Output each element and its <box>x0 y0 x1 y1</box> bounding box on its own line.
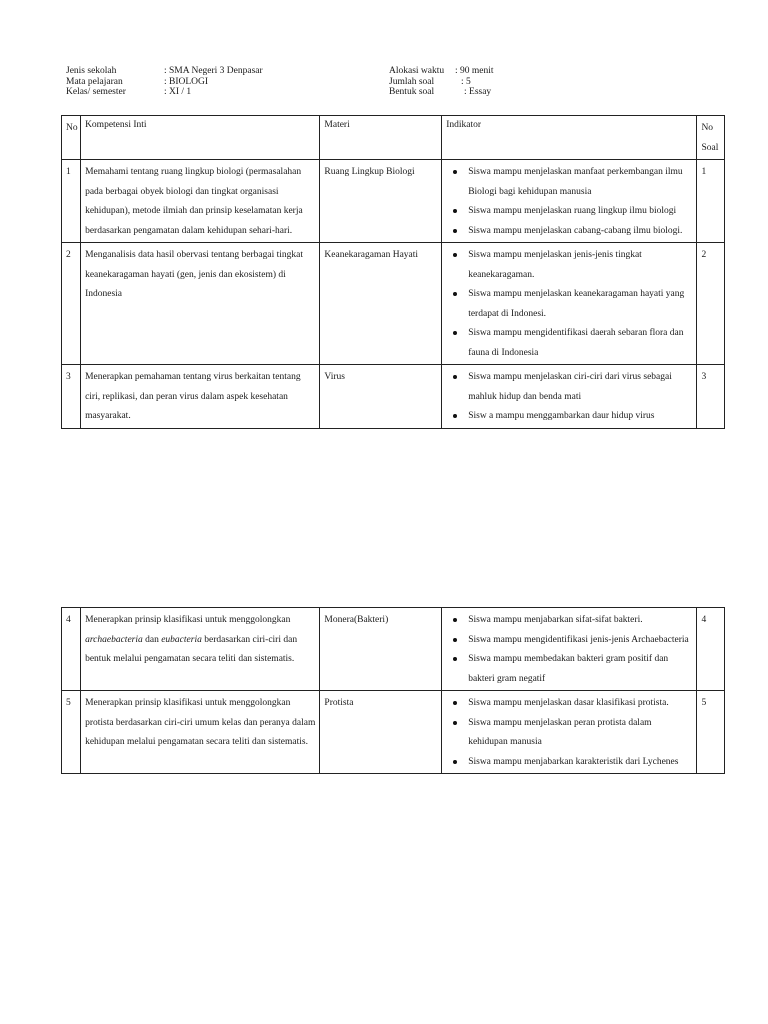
header-no-soal-line2: Soal <box>701 142 719 153</box>
cell-no-soal: 2 <box>697 243 725 365</box>
table-row <box>62 608 725 691</box>
meta-value: : 5 <box>461 76 471 87</box>
indikator-item: Siswa mampu menjelaskan cabang-cabang ilmu biologi. <box>446 222 692 242</box>
cell-no: 4 <box>62 608 81 691</box>
meta-value: : Essay <box>464 87 492 97</box>
meta-label: Jumlah soal <box>389 76 435 87</box>
table-row <box>62 691 725 774</box>
table-row <box>62 160 725 243</box>
indikator-item: Siswa mampu menjelaskan ciri-ciri dari virus sebagai mahluk hidup dan benda mati <box>446 368 692 407</box>
indikator-item: Siswa mampu menjelaskan dasar klasifikasi protista. <box>446 694 692 714</box>
indikator-item: Siswa mampu menjelaskan peran protista dalam kehidupan manusia <box>446 714 692 753</box>
meta-value: : BIOLOGI <box>164 76 209 87</box>
cell-kompetensi: Menerapkan pemahaman tentang virus berkaitan tentang ciri, replikasi, dan peran virus dalam aspek kesehatan masyarakat. <box>81 365 320 429</box>
header-materi-label: Materi <box>324 120 350 130</box>
table-row <box>62 365 725 429</box>
meta-value: : SMA Negeri 3 Denpasar <box>164 66 263 76</box>
header-no-label: No <box>66 123 78 133</box>
meta-alokasi-waktu <box>389 66 494 77</box>
cell-indikator <box>442 365 697 429</box>
cell-indikator <box>442 691 697 774</box>
kisi-kisi-table-page-1 <box>61 115 725 429</box>
table-header-row <box>62 116 725 160</box>
meta-value: : XI / 1 <box>164 87 192 97</box>
indikator-item: Siswa mampu menjelaskan manfaat perkembangan ilmu Biologi bagi kehidupan manusia <box>446 163 692 202</box>
cell-no-soal: 4 <box>697 608 725 691</box>
indikator-item: Siswa mampu menjelaskan ruang lingkup ilmu biologi <box>446 202 692 222</box>
cell-materi: Virus <box>320 365 442 429</box>
cell-kompetensi: Menerapkan prinsip klasifikasi untuk menggolongkan protista berdasarkan ciri-ciri umum kelas dan peranya dalam kehidupan melalui pengamatan secara teliti dan sistematis. <box>81 691 320 774</box>
meta-jumlah-soal <box>389 77 494 88</box>
table-row <box>62 243 725 365</box>
meta-kelas-semester <box>66 87 263 98</box>
cell-kompetensi: Menganalisis data hasil obervasi tentang berbagai tingkat keanekaragaman hayati (gen, jenis dan ekosistem) di Indonesia <box>81 243 320 365</box>
cell-no: 2 <box>62 243 81 365</box>
indikator-item: Siswa mampu menjelaskan keanekaragaman hayati yang terdapat di Indonesi. <box>446 285 692 324</box>
cell-no: 1 <box>62 160 81 243</box>
kompetensi-text: dan <box>142 634 162 645</box>
header-kompetensi <box>81 116 320 160</box>
header-kompetensi-label: Kompetensi Inti <box>85 120 147 130</box>
indikator-item: Sisw a mampu menggambarkan daur hidup virus <box>446 407 692 427</box>
kompetensi-text: Menerapkan prinsip klasifikasi untuk menggolongkan <box>85 615 291 625</box>
header-indikator-label: Indikator <box>446 120 482 130</box>
indikator-item: Siswa mampu mengidentifikasi jenis-jenis Archaebacteria <box>446 631 692 651</box>
kompetensi-text: berdasarkan ciri-ciri dan bentuk melalui pengamatan secara teliti dan sistematis. <box>85 634 298 664</box>
cell-indikator <box>442 243 697 365</box>
indikator-item: Siswa mampu menjabarkan sifat-sifat bakteri. <box>446 611 692 631</box>
cell-kompetensi: Memahami tentang ruang lingkup biologi (permasalahan pada berbagai obyek biologi dan tingkat organisasi kehidupan), metode ilmiah dan prinsip keselamatan kerja berdasarkan pengamatan dalam kehidupan sehari-hari. <box>81 160 320 243</box>
cell-no-soal: 3 <box>697 365 725 429</box>
cell-no-soal: 1 <box>697 160 725 243</box>
indikator-item: Siswa mampu mengidentifikasi daerah sebaran flora dan fauna di Indonesia <box>446 324 692 363</box>
meta-label: Bentuk soal <box>389 87 435 97</box>
cell-no-soal: 5 <box>697 691 725 774</box>
kompetensi-italic-term: eubacteria <box>161 634 202 645</box>
cell-materi: Keanekaragaman Hayati <box>320 243 442 365</box>
header-no-soal-line1: No <box>701 123 714 133</box>
meta-jenis-sekolah <box>66 66 263 77</box>
indikator-item: Siswa mampu menjabarkan karakteristik dari Lychenes <box>446 753 692 773</box>
cell-indikator <box>442 608 697 691</box>
indikator-item: Siswa mampu menjelaskan jenis-jenis tingkat keanekaragaman. <box>446 246 692 285</box>
meta-bentuk-soal <box>389 87 494 98</box>
header-materi <box>320 116 442 160</box>
meta-mata-pelajaran <box>66 77 263 88</box>
header-no-soal <box>697 116 725 160</box>
cell-materi: Protista <box>320 691 442 774</box>
meta-label: Jenis sekolah <box>66 66 117 76</box>
cell-no: 3 <box>62 365 81 429</box>
header-no <box>62 116 81 160</box>
kisi-kisi-table-page-2 <box>61 607 725 774</box>
meta-value: : 90 menit <box>455 66 494 76</box>
cell-no: 5 <box>62 691 81 774</box>
header-indikator <box>442 116 697 160</box>
cell-indikator <box>442 160 697 243</box>
cell-materi: Monera(Bakteri) <box>320 608 442 691</box>
document-meta-right <box>389 66 494 98</box>
kompetensi-italic-term: archaebacteria <box>85 634 143 645</box>
meta-label: Kelas/ semester <box>66 87 126 97</box>
cell-kompetensi <box>81 608 320 691</box>
meta-label: Alokasi waktu <box>389 66 445 76</box>
cell-materi: Ruang Lingkup Biologi <box>320 160 442 243</box>
indikator-item: Siswa mampu membedakan bakteri gram positif dan bakteri gram negatif <box>446 650 692 689</box>
document-meta-left <box>66 66 263 98</box>
meta-label: Mata pelajaran <box>66 76 123 87</box>
